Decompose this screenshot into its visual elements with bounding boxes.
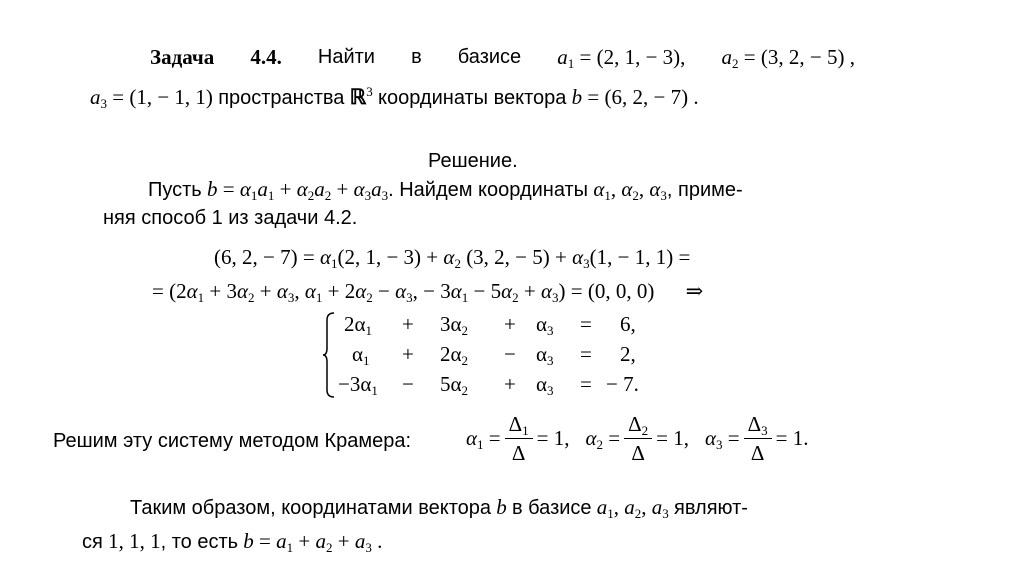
conclusion-line-1 [130, 494, 748, 521]
equation-2: = ($2\alpha_1 + 3\alpha_2 + \alpha_3$, $\alpha_1 + 2\alpha_2 - \alpha_3$, − $3\alpha_1 - 5\alpha_2 + \alpha_3) = (0$, 0, 0) ⇒ [152, 279, 704, 305]
implies-arrow: ⇒ [685, 279, 704, 303]
word-basis: базисе [457, 46, 522, 68]
space-r3: ℝ$^3$ [349, 84, 373, 109]
final-equation: $b = a_1 + a_2 + a_3$ . [243, 529, 383, 555]
cramer-formulas [466, 408, 808, 468]
fraction-3: $\frac{\Delta_3}{\Delta}$ [744, 412, 772, 465]
word-space: пространства [218, 87, 345, 109]
alpha-3: $\alpha_3$ = [704, 426, 740, 452]
result-2: = 1, [656, 426, 689, 450]
vector-a1: $a_1 = (2$, 1, − 3), [557, 45, 686, 71]
problem-label: Задача [150, 45, 215, 69]
word-coords: координаты вектора [378, 87, 567, 109]
cramer-text: Решим эту систему методом Крамера: [53, 430, 412, 452]
problem-number: 4.4. [250, 45, 282, 69]
basis-list: $a_1$, $a_2$, $a_3$ [596, 495, 669, 521]
fraction-1: $\frac{\Delta_1}{\Delta}$ [505, 412, 533, 465]
conclusion-text-a: Таким образом, координатами вектора [130, 497, 491, 519]
alpha-2: $\alpha_2$ = [585, 426, 621, 452]
fraction-2: $\frac{\Delta_2}{\Delta}$ [624, 412, 652, 465]
conclusion-text-b: в базисе [512, 497, 592, 519]
vector-a2: $a_2 = (3$, 2, − 5) , [721, 45, 855, 71]
vector-b-ref: b [496, 495, 507, 519]
problem-line-1 [150, 44, 855, 70]
result-3: = 1. [775, 426, 809, 450]
word-find: Найти [317, 46, 375, 68]
problem-line-2 [90, 84, 699, 111]
word-in: в [411, 46, 422, 68]
applying-text: , приме- [666, 179, 743, 201]
conclusion-text-e: , то есть [160, 531, 239, 553]
find-coords-text: . Найдем координаты [388, 179, 589, 201]
solution-heading: Решение. [428, 150, 518, 172]
equation-1: (6, 2, − $7) = \alpha_1(2$, 1, − $3) + \alpha_2$ (3, 2, − $5) + \alpha_3(1$, − 1, 1) = [214, 245, 691, 271]
alpha-list: $\alpha_1$, $\alpha_2$, $\alpha_3$ [593, 177, 667, 203]
vector-b: b = (6, 2, − 7) . [571, 85, 699, 109]
b-decomposition: $b = \alpha_1a_1 + \alpha_2a_2 + \alpha_3a_3$ [206, 177, 389, 203]
conclusion-text-c: являют- [674, 497, 748, 519]
conclusion-line-2 [82, 528, 382, 555]
coords-values: 1, 1, 1 [108, 529, 161, 553]
left-brace-icon [322, 312, 336, 398]
solution-line-1 [148, 176, 743, 203]
result-1: = 1, [536, 426, 570, 450]
solution-line-2: няя способ 1 из задачи 4.2. [103, 207, 358, 229]
conclusion-text-d: ся [82, 531, 103, 553]
alpha-1: $\alpha_1$ = [466, 426, 501, 452]
vector-a3: $a_3 = (1$, − 1, 1) [90, 85, 213, 111]
word-let: Пусть [148, 179, 202, 201]
